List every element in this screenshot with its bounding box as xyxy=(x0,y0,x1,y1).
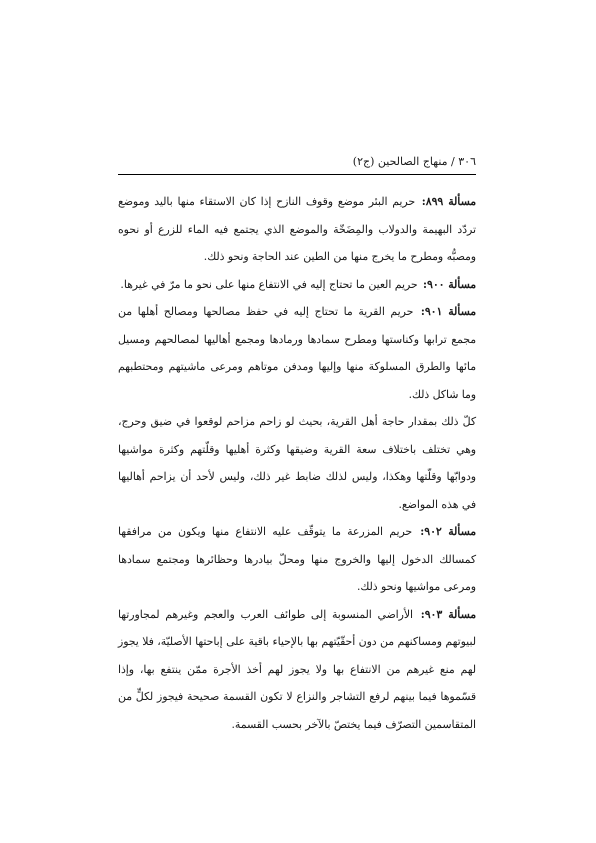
running-title: ٣٠٦ / منهاج الصالحين (ج٢) xyxy=(352,155,476,168)
issue-label: مسألة ٩٠٠: xyxy=(423,277,476,291)
issue-label: مسألة ٨٩٩: xyxy=(421,195,477,208)
paragraph-text: الأراضي المنسوبة إلى طوائف العرب والعجم وغيرهم لمجاورتها لبيوتهم ومساكنهم من دون أحقّيّتهم بها بالإحياء باقية على إباحتها الأصليّة، فلا يجوز لهم منع غيرهم من الانتفاع بها ولا يجوز لهم أخذ الأجرة ممّن ينتفع بها، وإذا قسّموها فيما بينهم لرفع التشاجر والنزاع لا تكون القسمة صحيحة فيجوز لكلٍّ من المتقاسمين التصرّف فيما يختصّ بالآخر بحسب القسمة. xyxy=(118,607,476,731)
paragraph-issue-902 xyxy=(118,518,476,601)
paragraph-text: حريم البئر موضع وقوف النازح إذا كان الاستقاء منها باليد وموضع تردّد البهيمة والدولاب والمِضَخّة والموضع الذي يجتمع فيه الماء للزرع أو نحوه ومصبُّه ومطرح ما يخرج منها من الطين عند الحاجة ونحو ذلك. xyxy=(118,195,476,263)
issue-label: مسألة ٩٠١: xyxy=(420,305,476,318)
issue-label: مسألة ٩٠٢: xyxy=(420,525,476,538)
running-header xyxy=(118,152,476,175)
paragraph-continuation xyxy=(118,408,476,518)
paragraph-text: كلّ ذلك بمقدار حاجة أهل القرية، بحيث لو زاحم مزاحم لوقعوا في ضيق وحرج، وهي تختلف باختلاف سعة القرية وضيقها وكثرة أهليها وقلّتهم وكثرة مواشيها ودوابّها وقلّتها وهكذا، وليس لذلك ضابط غير ذلك، وليس لأحد أن يزاحم أهاليها في هذه المواضع. xyxy=(118,415,476,511)
paragraph-text: حريم المزرعة ما يتوقّف عليه الانتفاع منها ويكون من مرافقها كمسالك الدخول إليها والخروج منها ومحلّ بيادرها وحظائرها ومجتمع سمادها ومرعى مواشيها ونحو ذلك. xyxy=(118,525,476,593)
paragraph-issue-903 xyxy=(118,601,476,739)
page-body xyxy=(118,188,476,738)
paragraph-issue-899 xyxy=(118,188,476,271)
issue-label: مسألة ٩٠٣: xyxy=(420,607,476,621)
paragraph-text: حريم القرية ما تحتاج إليه في حفظ مصالحها ومصالح أهلها من مجمع ترابها وكناستها ومطرح سمادها ورمادها ومجمع أهاليها لمصالحهم ومسيل مائها والطرق المسلوكة منها وإليها ومدفن موتاهم ومرعى ماشيتهم ومحتطبهم وما شاكل ذلك. xyxy=(118,305,476,401)
paragraph-text: حريم العين ما تحتاج إليه في الانتفاع منها على نحو ما مرّ في غيرها. xyxy=(120,277,418,291)
paragraph-issue-901 xyxy=(118,298,476,408)
paragraph-issue-900 xyxy=(118,271,476,299)
